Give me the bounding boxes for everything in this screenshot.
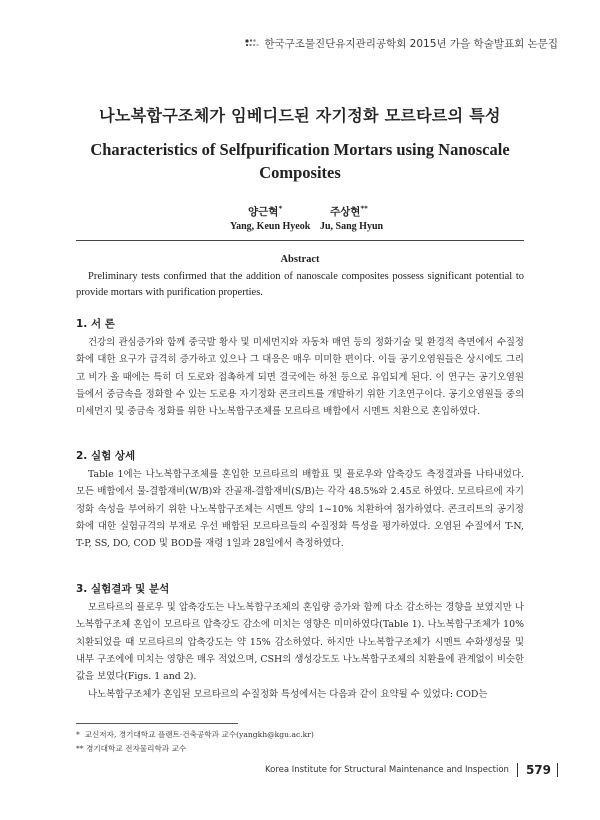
title-divider — [76, 240, 524, 241]
section-1-heading: 1. 서 론 — [76, 318, 115, 330]
section-3-heading: 3. 실험결과 및 분석 — [76, 583, 170, 595]
footer-separator-right — [557, 763, 558, 777]
page-number: 579 — [525, 763, 551, 777]
abstract-text: Preliminary tests confirmed that the addition of nanoscale composites possess significant potential to provide mortars with purification properties. — [76, 271, 524, 298]
footer-organization: Korea Institute for Structural Maintenance and Inspection — [264, 765, 509, 775]
section-3-paragraph-2: 나노복합구조체가 혼입된 모르타르의 수질정화 특성에서는 다음과 같이 요약될 수 있었다: COD는 — [88, 689, 488, 700]
section-2-paragraph-1: Table 1에는 나노복합구조체를 혼입한 모르타르의 배합표 및 플로우와 압축강도 측정결과를 나타내었다. 모든 배합에서 물-결합재비(W/B)와 잔골재-결합재비(S/B)는 각각 48.5%와 2.45로 하였다. 모르타르에 자기정화 속성을 부여하기 위한 나노복합구조체는 시멘트 양의 1~10% 치환하여 첨가하였다. 콘크리트의 공기정화에 대한 실험규격의 부재로 우선 배합된 모르타르들의 수질정화 특성을 평가하였다. 오염된 수질에서 T-N, T-P, SS, DO, COD 및 BOD를 재령 1일과 28일에서 측정하였다. — [76, 469, 524, 550]
section-3-paragraph-1: 모르타르의 플로우 및 압축강도는 나노복합구조체의 혼입량 증가와 함께 다소 감소하는 경향을 보였지만 나노복합구조체 혼입이 모르타르 압축강도 감소에 미치는 영향은 미미하였다(Table 1). 나노복합구조체가 10% 치환되었을 때 모르타르의 압축강도는 약 15% 감소하였다. 하지만 나노복합구조체가 시멘트 수화생성물 및 내부 구조에에 미치는 영향은 매우 적었으며, CSH의 생성강도도 나노복합구조체의 치환율에 관계없이 비슷한 값을 보였다(Figs. 1 and 2). — [76, 602, 524, 683]
footnote-divider — [76, 723, 238, 724]
page-footer — [265, 763, 558, 777]
author-1-english: Yang, Keun Hyeok — [230, 221, 311, 232]
author-2-english: Ju, Sang Hyun — [320, 221, 384, 232]
journal-name: 한국구조물진단유지관리공학회 2015년 가을 학술발표회 논문집 — [264, 38, 558, 50]
journal-logo-icon — [244, 38, 260, 50]
section-2-heading: 2. 실험 상세 — [76, 450, 136, 462]
title-english: Characteristics of Selfpurification Mortars using Nanoscale Composites — [90, 140, 510, 182]
journal-header — [244, 36, 558, 51]
title-korean: 나노복합구조체가 임베디드된 자기정화 모르타르의 특성 — [99, 106, 501, 125]
footnote-2: ** 경기대학교 전자물리학과 교수 — [76, 744, 187, 753]
section-1-paragraph-1: 건강의 관심증가와 함께 중국발 황사 및 미세먼지와 자동차 매연 등의 정화기술 및 환경적 측면에서 수질정화에 대한 요구가 급격히 증가하고 있으나 그 대응은 매우 미미한 편이다. 이들 공기오염원들은 상시에도 그리고 비가 올 때에는 특히 더 도로와 접촉하게 되면 결국에는 하천 등으로 유입되게 된다. 이 연구는 공기오염원들에서 중금속을 정화할 수 있는 도로용 자기정화 콘크리트를 개발하기 위한 기초연구이다. 공기오염원들 중의 미세먼지 및 중금속 정화를 위한 나노복합구조체를 모르타르 배합에서 시멘트 치환으로 혼입하였다. — [76, 337, 524, 418]
author-1-korean: 양근혁* — [248, 204, 283, 218]
abstract-heading: Abstract — [280, 254, 320, 265]
footnote-1: * 교신저자, 경기대학교 플랜트·건축공학과 교수(yangkh@kgu.ac.kr) — [76, 730, 314, 739]
author-2-korean: 주상현** — [330, 204, 368, 218]
footer-separator — [517, 763, 518, 777]
